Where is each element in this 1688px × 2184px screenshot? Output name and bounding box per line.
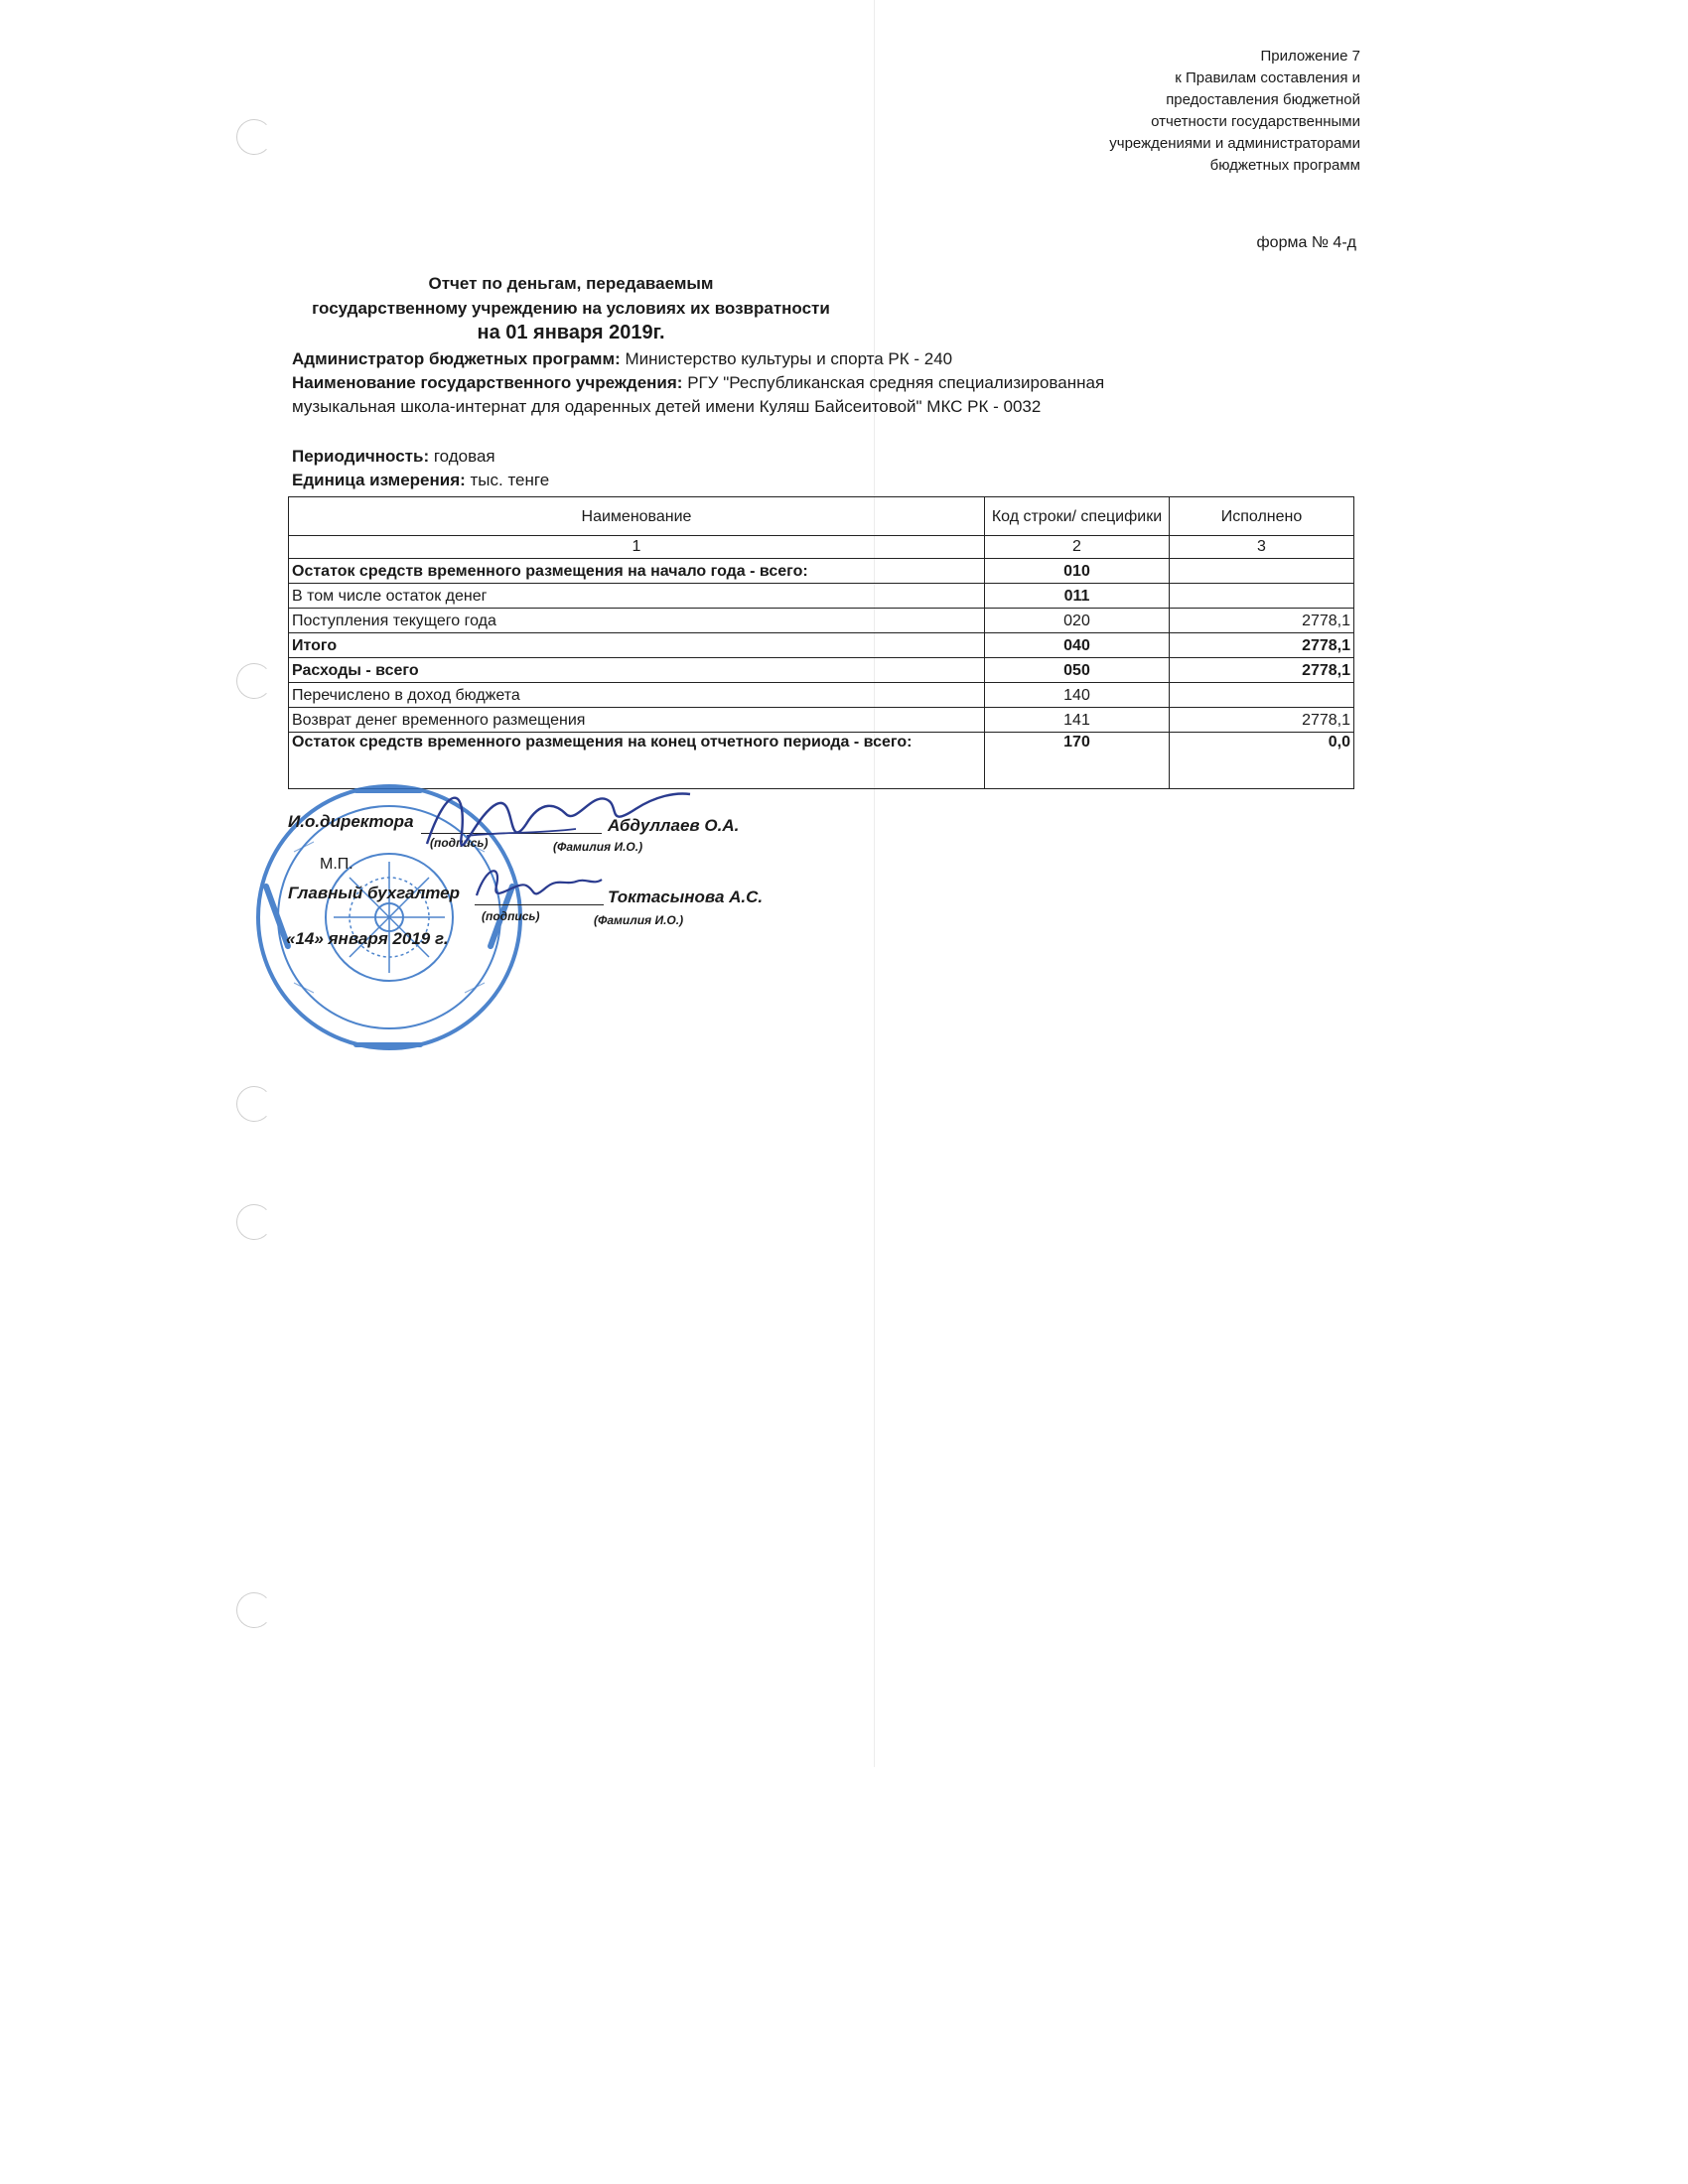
- row-name: Возврат денег временного размещения: [289, 708, 985, 733]
- report-date: «14» января 2019 г.: [286, 929, 449, 948]
- header-code: Код строки/ специфики: [985, 497, 1170, 536]
- institution-line-2: музыкальная школа-интернат для одаренных детей имени Куляш Байсеитовой" МКС РК - 0032: [292, 397, 1042, 416]
- admin-value: Министерство культуры и спорта РК - 240: [620, 349, 953, 368]
- header-name: Наименование: [289, 497, 985, 536]
- appendix-line: Приложение 7: [1260, 48, 1360, 65]
- periodicity-value: годовая: [429, 447, 495, 466]
- title-date: на 01 января 2019г.: [477, 322, 665, 343]
- appendix-line: учреждениями и администраторами: [1109, 135, 1360, 152]
- row-value: 2778,1: [1169, 633, 1353, 658]
- row-code: 011: [985, 584, 1170, 609]
- institution-value: РГУ "Республиканская средняя специализированная: [682, 373, 1105, 392]
- row-code: 141: [985, 708, 1170, 733]
- signature-hint: (подпись): [482, 909, 540, 923]
- appendix-line: отчетности государственными: [1151, 113, 1360, 130]
- row-name: Остаток средств временного размещения на начало года - всего:: [289, 559, 985, 584]
- row-value: 0,0: [1169, 733, 1353, 789]
- name-hint: (Фамилия И.О.): [553, 840, 643, 854]
- admin-label: Администратор бюджетных программ:: [292, 349, 621, 368]
- row-code: 020: [985, 609, 1170, 633]
- row-name: В том числе остаток денег: [289, 584, 985, 609]
- appendix-line: предоставления бюджетной: [1166, 91, 1360, 108]
- unit-value: тыс. тенге: [465, 471, 550, 489]
- name-hint: (Фамилия И.О.): [594, 913, 684, 927]
- row-name: Перечислено в доход бюджета: [289, 683, 985, 708]
- stamp-place: М.П.: [320, 856, 353, 873]
- director-title: И.о.директора: [288, 812, 414, 831]
- appendix-line: к Правилам составления и: [1175, 69, 1360, 86]
- accountant-name: Токтасынова А.С.: [608, 887, 764, 906]
- column-number: 1: [289, 536, 985, 559]
- unit-label: Единица измерения:: [292, 471, 466, 489]
- row-value: 2778,1: [1169, 609, 1353, 633]
- row-name: Итого: [289, 633, 985, 658]
- appendix-line: бюджетных программ: [1209, 157, 1360, 174]
- punch-hole-mark: [236, 1592, 272, 1628]
- row-value: 2778,1: [1169, 708, 1353, 733]
- row-code: 010: [985, 559, 1170, 584]
- signature-hint: (подпись): [430, 836, 489, 850]
- row-name: Остаток средств временного размещения на конец отчетного периода - всего:: [289, 733, 985, 789]
- row-code: 050: [985, 658, 1170, 683]
- accountant-title: Главный бухгалтер: [288, 884, 461, 902]
- punch-hole-mark: [236, 1086, 272, 1122]
- director-name: Абдуллаев О.А.: [608, 816, 740, 835]
- column-number: 2: [985, 536, 1170, 559]
- title-line-2: государственному учреждению на условиях их возвратности: [312, 299, 830, 318]
- row-name: Поступления текущего года: [289, 609, 985, 633]
- row-code: 170: [985, 733, 1170, 789]
- institution-label: Наименование государственного учреждения:: [292, 373, 683, 392]
- signature-block: [0, 0, 1688, 993]
- row-code: 040: [985, 633, 1170, 658]
- title-line-1: Отчет по деньгам, передаваемым: [428, 274, 714, 293]
- accountant-handwritten-signature: [467, 856, 606, 915]
- row-code: 140: [985, 683, 1170, 708]
- punch-hole-mark: [236, 1204, 272, 1240]
- row-value: 2778,1: [1169, 658, 1353, 683]
- form-number: форма № 4-д: [1256, 234, 1356, 251]
- column-number: 3: [1169, 536, 1353, 559]
- row-name: Расходы - всего: [289, 658, 985, 683]
- header-executed: Исполнено: [1169, 497, 1353, 536]
- periodicity-label: Периодичность:: [292, 447, 430, 466]
